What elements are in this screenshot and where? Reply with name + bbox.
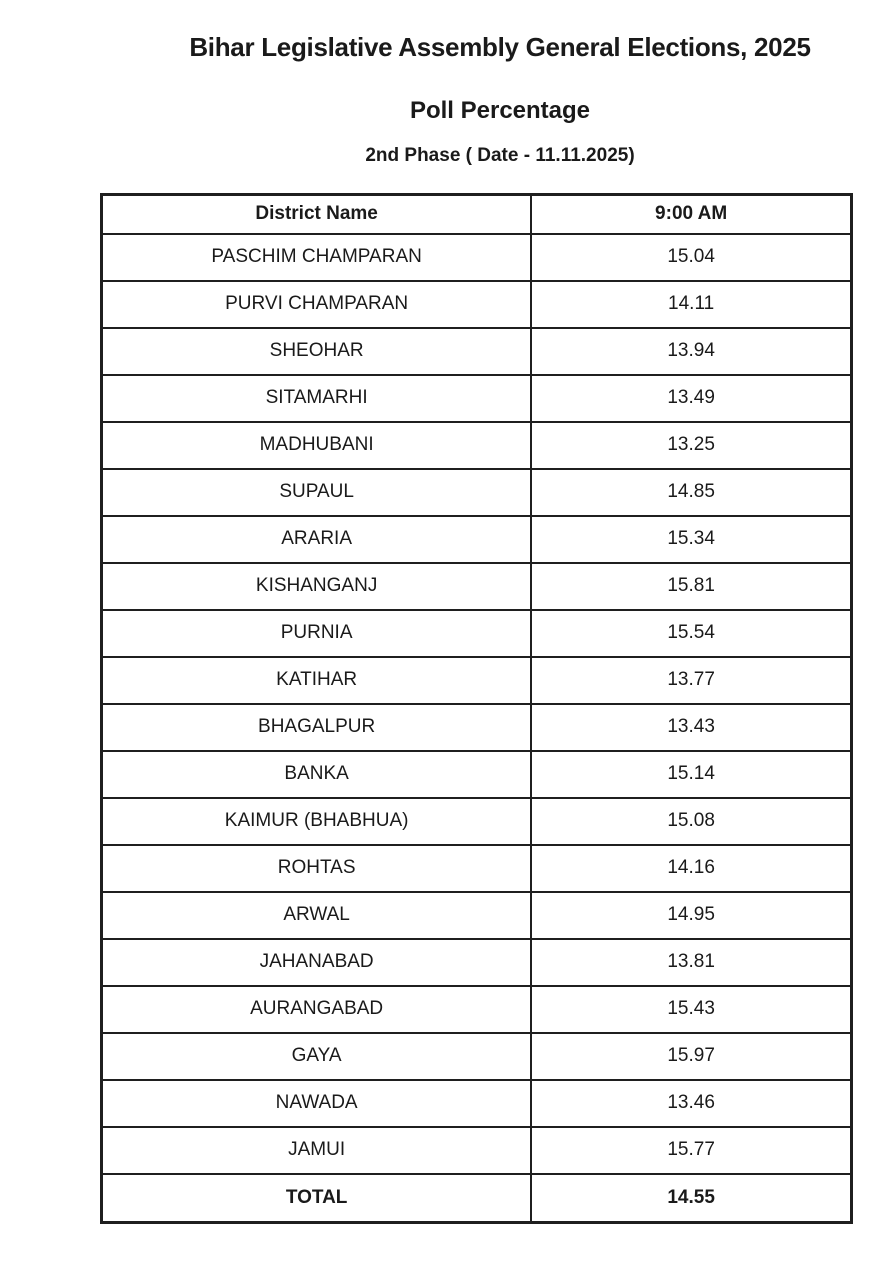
table-row [102, 798, 852, 845]
table-row [102, 892, 852, 939]
poll-percentage-heading: Poll Percentage [409, 97, 591, 124]
value-cell: 13.94 [531, 328, 851, 375]
district-cell: ARWAL [102, 892, 532, 939]
value-cell: 15.77 [531, 1127, 851, 1174]
district-cell: MADHUBANI [102, 422, 532, 469]
value-cell: 14.85 [531, 469, 851, 516]
total-label-cell: TOTAL [102, 1174, 532, 1223]
phase-date-heading: 2nd Phase ( Date - 11.11.2025) [365, 145, 635, 166]
value-cell: 13.77 [531, 657, 851, 704]
table-row [102, 328, 852, 375]
district-cell: BHAGALPUR [102, 704, 532, 751]
table-row [102, 375, 852, 422]
district-cell: SUPAUL [102, 469, 532, 516]
table-row [102, 704, 852, 751]
table-row [102, 1033, 852, 1080]
value-cell: 15.14 [531, 751, 851, 798]
value-cell: 15.08 [531, 798, 851, 845]
total-value-cell: 14.55 [531, 1174, 851, 1223]
table-row [102, 422, 852, 469]
district-cell: JAHANABAD [102, 939, 532, 986]
district-cell: SITAMARHI [102, 375, 532, 422]
district-cell: PURNIA [102, 610, 532, 657]
district-cell: SHEOHAR [102, 328, 532, 375]
district-cell: KISHANGANJ [102, 563, 532, 610]
value-cell: 13.43 [531, 704, 851, 751]
value-cell: 15.34 [531, 516, 851, 563]
table-row [102, 234, 852, 281]
table-row [102, 610, 852, 657]
value-cell: 13.81 [531, 939, 851, 986]
district-cell: BANKA [102, 751, 532, 798]
table-row [102, 1127, 852, 1174]
table-row [102, 516, 852, 563]
value-cell: 13.49 [531, 375, 851, 422]
value-cell: 13.25 [531, 422, 851, 469]
district-cell: GAYA [102, 1033, 532, 1080]
column-header-time: 9:00 AM [531, 195, 851, 234]
value-cell: 15.43 [531, 986, 851, 1033]
value-cell: 14.11 [531, 281, 851, 328]
table-row [102, 563, 852, 610]
value-cell: 15.81 [531, 563, 851, 610]
value-cell: 15.54 [531, 610, 851, 657]
district-cell: PURVI CHAMPARAN [102, 281, 532, 328]
district-cell: NAWADA [102, 1080, 532, 1127]
table-row [102, 845, 852, 892]
value-cell: 15.04 [531, 234, 851, 281]
district-cell: KAIMUR (BHABHUA) [102, 798, 532, 845]
document-header [100, 0, 884, 167]
value-cell: 15.97 [531, 1033, 851, 1080]
table-row [102, 657, 852, 704]
poll-percentage-table [100, 193, 853, 1224]
header-row [102, 195, 852, 234]
table-row [102, 281, 852, 328]
district-cell: KATIHAR [102, 657, 532, 704]
total-row [102, 1174, 852, 1223]
column-header-district: District Name [102, 195, 532, 234]
district-cell: PASCHIM CHAMPARAN [102, 234, 532, 281]
table-row [102, 469, 852, 516]
table-row [102, 939, 852, 986]
poll-table-body [102, 234, 852, 1174]
value-cell: 14.16 [531, 845, 851, 892]
district-cell: AURANGABAD [102, 986, 532, 1033]
table-row [102, 986, 852, 1033]
table-row [102, 1080, 852, 1127]
value-cell: 13.46 [531, 1080, 851, 1127]
table-row [102, 751, 852, 798]
district-cell: ROHTAS [102, 845, 532, 892]
page-title: Bihar Legislative Assembly General Elections, 2025 [189, 32, 811, 62]
district-cell: JAMUI [102, 1127, 532, 1174]
value-cell: 14.95 [531, 892, 851, 939]
district-cell: ARARIA [102, 516, 532, 563]
